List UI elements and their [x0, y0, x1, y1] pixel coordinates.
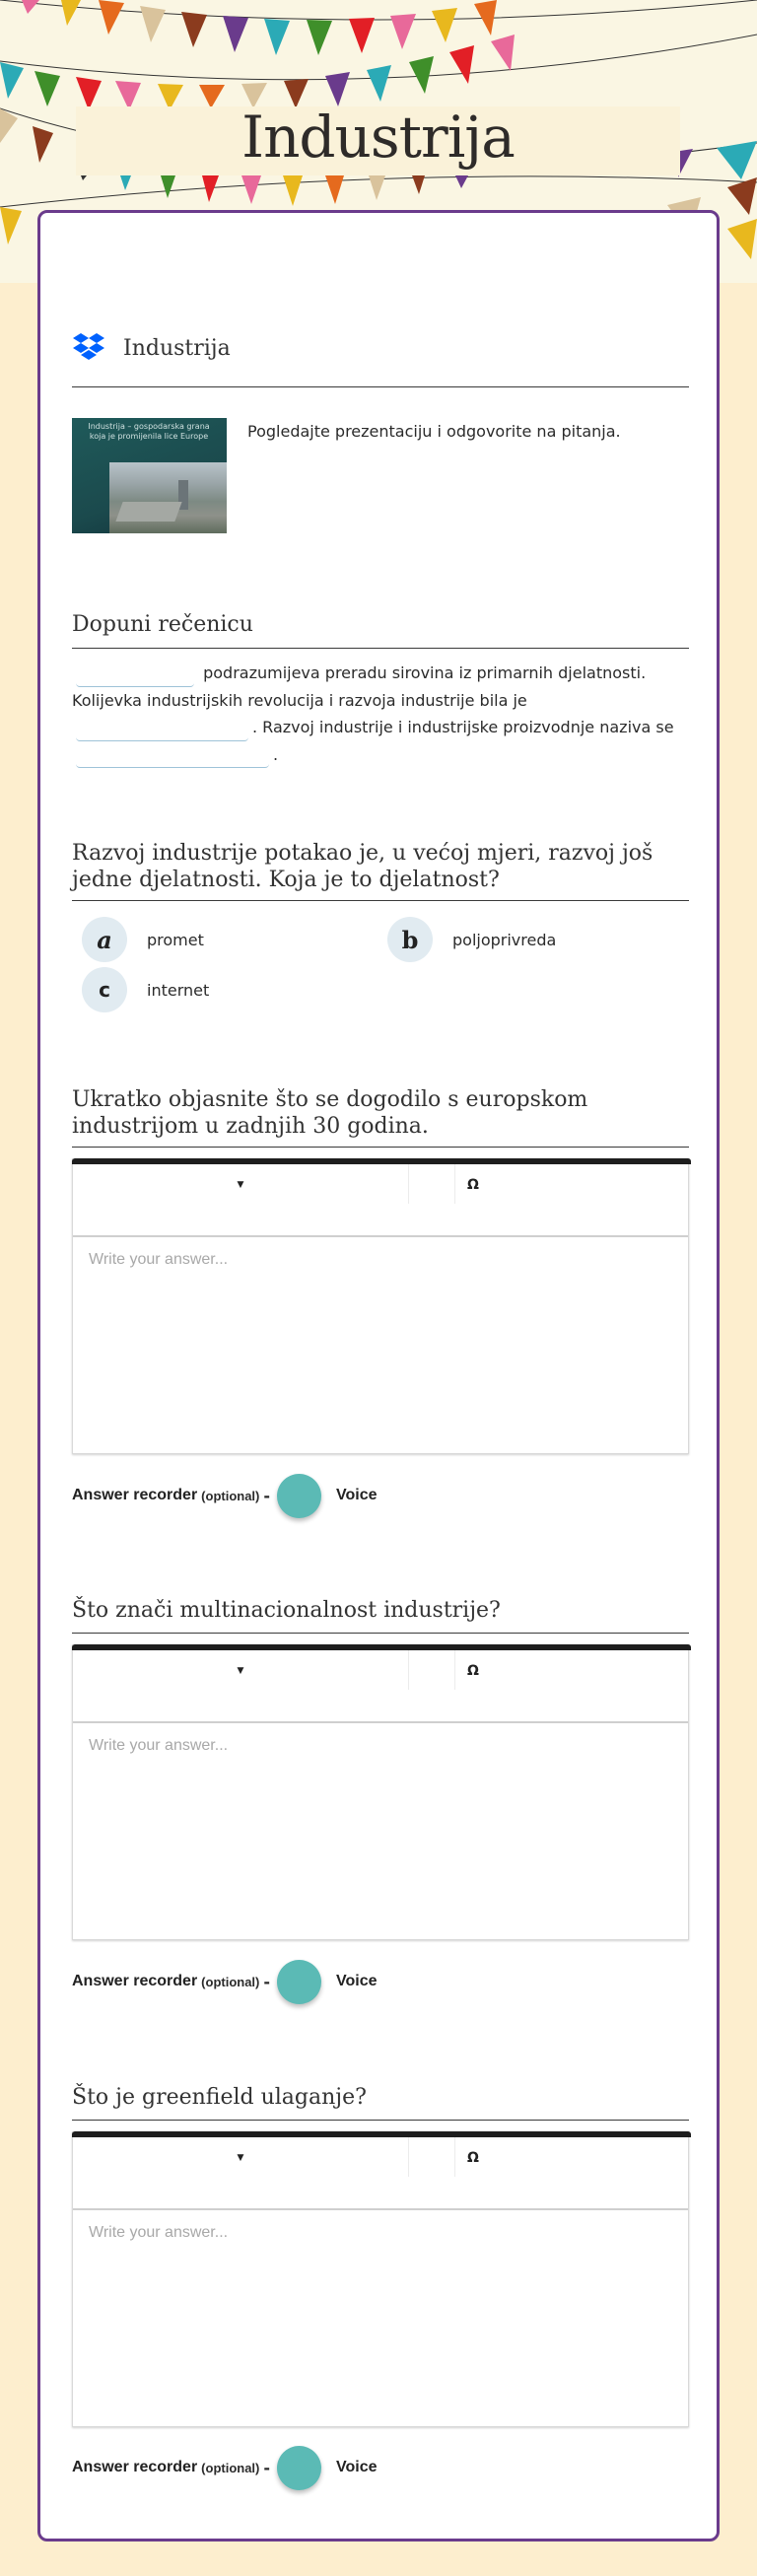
answer-editor-2	[72, 1644, 689, 1940]
caret-down-icon: ▼	[237, 1180, 244, 1190]
recorder-optional: (optional)	[201, 1974, 260, 1989]
format-dropdown[interactable]	[73, 2137, 408, 2179]
toolbar-button[interactable]	[409, 1650, 453, 1692]
recorder-dash: -	[263, 1486, 271, 1505]
toolbar-separator	[454, 2137, 455, 2177]
dropbox-title: Industrija	[123, 335, 231, 361]
fill-in-text-1: podrazumijeva preradu sirovina iz primarnih djelatnosti. Kolijevka industrijskih revolucija i razvoja industrije bila je	[72, 663, 647, 710]
recorder-voice-label: Voice	[336, 1973, 378, 1989]
record-button[interactable]	[277, 1474, 321, 1518]
format-dropdown[interactable]	[73, 1164, 408, 1206]
option-b[interactable]	[387, 917, 556, 962]
caret-down-icon: ▼	[237, 1666, 244, 1676]
open-question-1: Ukratko objasnite što se dogodilo s europskom industrijom u zadnjih 30 godina.	[72, 1087, 588, 1139]
editor-toolbar	[73, 1164, 688, 1237]
recorder-label: Answer recorder	[72, 1487, 198, 1503]
divider	[72, 648, 689, 649]
fill-in-text-3: .	[273, 744, 279, 764]
option-letter: b	[387, 917, 433, 962]
special-character-button[interactable]: Ω	[467, 1177, 479, 1193]
instructions-text: Pogledajte prezentaciju i odgovorite na pitanja.	[247, 422, 621, 441]
dropbox-icon	[72, 333, 105, 363]
recorder-dash: -	[263, 2458, 271, 2477]
divider	[72, 386, 689, 387]
option-a[interactable]	[82, 917, 204, 962]
toolbar-separator	[454, 1164, 455, 1204]
answer-textarea-2[interactable]	[73, 1723, 688, 1939]
mc-question: Razvoj industrije potakao je, u većoj mjeri, razvoj još jedne djelatnosti. Koja je to djelatnost?	[72, 841, 654, 892]
caret-down-icon: ▼	[237, 2153, 244, 2163]
recorder-voice-label: Voice	[336, 2459, 378, 2475]
recorder-optional: (optional)	[201, 1488, 260, 1503]
recorder-label: Answer recorder	[72, 1973, 198, 1989]
option-label: poljoprivreda	[452, 930, 557, 949]
answer-recorder-1	[72, 1473, 378, 1518]
blank-input-2[interactable]	[76, 720, 248, 741]
fill-in-paragraph	[72, 660, 693, 768]
option-label: promet	[147, 930, 204, 949]
thumbnail-caption: Industrija – gospodarska grana koja je promijenila lice Europe	[88, 422, 210, 441]
city-photo	[109, 462, 227, 533]
page-title: Industrija	[241, 104, 515, 171]
fill-in-title: Dopuni rečenicu	[72, 612, 253, 637]
toolbar-button[interactable]	[409, 2137, 453, 2179]
editor-toolbar	[73, 1650, 688, 1723]
option-letter: a	[82, 917, 127, 962]
blank-input-1[interactable]	[76, 665, 194, 687]
recorder-optional: (optional)	[201, 2460, 260, 2475]
answer-textarea-3[interactable]	[73, 2210, 688, 2426]
open-question-3: Što je greenfield ulaganje?	[72, 2085, 367, 2110]
option-letter: c	[82, 967, 127, 1012]
recorder-label: Answer recorder	[72, 2459, 198, 2475]
editor-toolbar	[73, 2137, 688, 2210]
fill-in-text-2: . Razvoj industrije i industrijske proizvodnje naziva se	[252, 718, 674, 736]
divider	[72, 900, 689, 901]
answer-textarea-1[interactable]	[73, 1237, 688, 1453]
answer-recorder-3	[72, 2445, 378, 2490]
option-label: internet	[147, 980, 210, 1000]
blank-input-3[interactable]	[76, 746, 269, 768]
special-character-button[interactable]: Ω	[467, 1663, 479, 1679]
answer-editor-3	[72, 2131, 689, 2427]
toolbar-separator	[454, 1650, 455, 1690]
recorder-dash: -	[263, 1972, 271, 1991]
record-button[interactable]	[277, 1960, 321, 2004]
toolbar-button[interactable]	[409, 1164, 453, 1206]
answer-recorder-2	[72, 1959, 378, 2004]
worksheet-card	[37, 210, 720, 2541]
dropbox-attachment[interactable]	[72, 333, 231, 363]
format-dropdown[interactable]	[73, 1650, 408, 1692]
special-character-button[interactable]: Ω	[467, 2150, 479, 2166]
divider	[72, 1633, 689, 1634]
answer-editor-1	[72, 1158, 689, 1454]
record-button[interactable]	[277, 2446, 321, 2490]
presentation-thumbnail[interactable]	[72, 418, 227, 533]
divider	[72, 1147, 689, 1148]
option-c[interactable]	[82, 967, 209, 1012]
recorder-voice-label: Voice	[336, 1487, 378, 1503]
divider	[72, 2120, 689, 2121]
open-question-2: Što znači multinacionalnost industrije?	[72, 1598, 501, 1623]
